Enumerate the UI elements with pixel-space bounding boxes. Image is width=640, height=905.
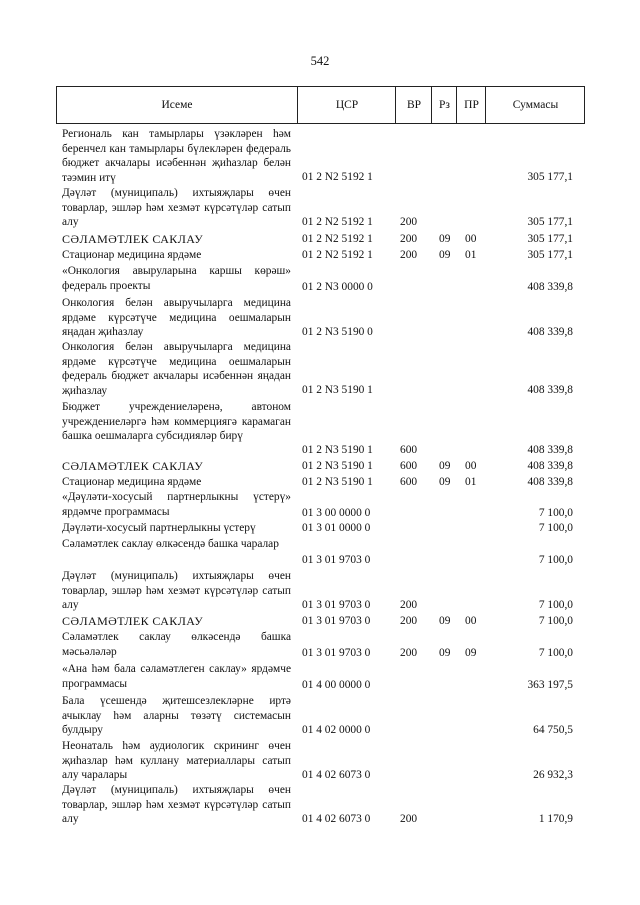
row-sum: 7 100,0 — [538, 522, 573, 535]
row-csr: 01 3 01 9703 0 — [302, 599, 371, 612]
row-vr: 200 — [400, 599, 418, 612]
row-name: Онкология белән авыручыларга медицина ярдәме күрсәтүче медицина оешмаларын федераль бюджет акчалары исәбеннән яңадан җиһазлау — [62, 341, 291, 397]
row-name: Дәүләт (муниципаль) ихтыяҗлары өчен товарлар, эшләр һәм хезмәт күрсәтүләр сатып алу — [62, 187, 291, 229]
row-sum: 7 100,0 — [538, 647, 573, 660]
row-sum: 7 100,0 — [538, 615, 573, 628]
table-row — [0, 694, 640, 738]
row-rz: 09 — [439, 460, 451, 473]
table-row — [0, 475, 640, 490]
row-sum: 7 100,0 — [538, 554, 573, 567]
row-name: Онкология белән авыручыларга медицина ярдәме күрсәтүче медицина оешмаларын яңадан җиһазлау — [62, 297, 291, 339]
row-sum: 305 177,1 — [527, 216, 573, 229]
table-row — [0, 614, 640, 629]
table-row — [0, 340, 640, 398]
table-row — [0, 400, 640, 458]
row-vr: 600 — [400, 476, 418, 489]
row-rz: 09 — [439, 647, 451, 660]
header-sum: Суммасы — [485, 87, 585, 123]
header-vr: ВР — [395, 87, 432, 123]
row-csr: 01 2 N2 5192 1 — [302, 171, 373, 184]
row-name: Дәүләт (муниципаль) ихтыяҗлары өчен товарлар, эшләр һәм хезмәт күрсәтүләр сатып алу — [62, 784, 291, 826]
row-name: Сәламәтлек саклау өлкәсендә башка мәсьәләләр — [62, 631, 291, 658]
row-name: Дәүләти-хосусый партнерлыкны үстерү — [62, 522, 256, 534]
row-vr: 200 — [400, 615, 418, 628]
header-csr: ЦСР — [297, 87, 396, 123]
table-row — [0, 521, 640, 536]
row-vr: 200 — [400, 249, 418, 262]
row-csr: 01 3 00 0000 0 — [302, 507, 371, 520]
row-sum: 408 339,8 — [527, 476, 573, 489]
row-rz: 09 — [439, 233, 451, 246]
table-row — [0, 232, 640, 247]
row-name: СӘЛАМӘТЛЕК САКЛАУ — [62, 614, 204, 628]
table-row — [0, 459, 640, 474]
row-csr: 01 2 N2 5192 1 — [302, 249, 373, 262]
row-sum: 408 339,8 — [527, 384, 573, 397]
row-csr: 01 2 N3 5190 1 — [302, 460, 373, 473]
row-name: СӘЛАМӘТЛЕК САКЛАУ — [62, 232, 204, 246]
row-csr: 01 4 00 0000 0 — [302, 679, 371, 692]
row-vr: 200 — [400, 216, 418, 229]
row-name: Стационар медицина ярдәме — [62, 476, 202, 488]
table-row — [0, 630, 640, 661]
row-sum: 7 100,0 — [538, 507, 573, 520]
row-sum: 363 197,5 — [527, 679, 573, 692]
row-name: Бала үсешендә җитешсезлекләрне иртә ачыклау һәм аларны төзәтү системасын булдыру — [62, 695, 291, 737]
row-vr: 600 — [400, 444, 418, 457]
table-row — [0, 264, 640, 295]
table-row — [0, 248, 640, 263]
row-vr: 200 — [400, 813, 418, 826]
row-sum: 408 339,8 — [527, 281, 573, 294]
row-csr: 01 3 01 9703 0 — [302, 615, 371, 628]
row-sum: 305 177,1 — [527, 233, 573, 246]
row-csr: 01 2 N3 0000 0 — [302, 281, 373, 294]
header-name: Исеме — [161, 99, 193, 111]
header-pr: ПР — [456, 87, 486, 123]
row-csr: 01 4 02 6073 0 — [302, 769, 371, 782]
row-name: Дәүләт (муниципаль) ихтыяҗлары өчен товарлар, эшләр һәм хезмәт күрсәтүләр сатып алу — [62, 570, 291, 612]
row-name: «Дәүләти-хосусый партнерлыкны үстерү» ярдәмче программасы — [62, 491, 291, 518]
row-pr: 00 — [465, 615, 477, 628]
table-row — [0, 662, 640, 693]
row-pr: 01 — [465, 249, 477, 262]
row-sum: 1 170,9 — [538, 813, 573, 826]
row-name: Бюджет учреждениеләренә, автоном учреждениеләргә һәм коммерциягә карамаган башка оешмаларга субсидияләр бирү — [62, 401, 291, 443]
row-sum: 7 100,0 — [538, 599, 573, 612]
table-row — [0, 296, 640, 340]
row-csr: 01 3 01 9703 0 — [302, 647, 371, 660]
row-sum: 26 932,3 — [533, 769, 573, 782]
row-sum: 408 339,8 — [527, 444, 573, 457]
row-csr: 01 3 01 0000 0 — [302, 522, 371, 535]
row-csr: 01 2 N3 5190 1 — [302, 384, 373, 397]
row-pr: 00 — [465, 233, 477, 246]
row-csr: 01 2 N3 5190 1 — [302, 444, 373, 457]
table-row — [0, 569, 640, 613]
row-sum: 64 750,5 — [533, 724, 573, 737]
table-row — [0, 783, 640, 827]
header-rz: Рз — [431, 87, 457, 123]
table-row — [0, 127, 640, 185]
row-csr: 01 2 N2 5192 1 — [302, 233, 373, 246]
row-name: Региональ кан тамырлары үзәкләрен һәм беренчел кан тамырлары бүлекләрен федераль бюджет акчалары исәбеннән җиһазлар белән тәэмин итү — [62, 128, 291, 184]
row-name: Неонаталь һәм аудиологик скрининг өчен җиһазлар һәм куллану материаллары сатып алу чаралары — [62, 740, 291, 782]
row-name: «Ана һәм бала сәламәтлеген саклау» ярдәмче программасы — [62, 663, 291, 690]
row-csr: 01 2 N3 5190 1 — [302, 476, 373, 489]
table-row — [0, 537, 640, 568]
row-rz: 09 — [439, 615, 451, 628]
row-name: Сәламәтлек саклау өлкәсендә башка чаралар — [62, 538, 279, 550]
row-name: Стационар медицина ярдәме — [62, 249, 202, 261]
row-rz: 09 — [439, 249, 451, 262]
row-sum: 305 177,1 — [527, 171, 573, 184]
row-name: СӘЛАМӘТЛЕК САКЛАУ — [62, 459, 204, 473]
row-csr: 01 2 N2 5192 1 — [302, 216, 373, 229]
table-header — [56, 86, 585, 124]
row-sum: 408 339,8 — [527, 460, 573, 473]
table-row — [0, 739, 640, 783]
row-rz: 09 — [439, 476, 451, 489]
row-sum: 305 177,1 — [527, 249, 573, 262]
row-pr: 01 — [465, 476, 477, 489]
table-row — [0, 490, 640, 521]
row-csr: 01 3 01 9703 0 — [302, 554, 371, 567]
page-number: 542 — [310, 54, 330, 68]
table-row — [0, 186, 640, 230]
row-sum: 408 339,8 — [527, 326, 573, 339]
row-csr: 01 2 N3 5190 0 — [302, 326, 373, 339]
row-vr: 200 — [400, 233, 418, 246]
row-csr: 01 4 02 0000 0 — [302, 724, 371, 737]
row-vr: 600 — [400, 460, 418, 473]
row-csr: 01 4 02 6073 0 — [302, 813, 371, 826]
row-pr: 00 — [465, 460, 477, 473]
row-pr: 09 — [465, 647, 477, 660]
row-vr: 200 — [400, 647, 418, 660]
row-name: «Онкология авыруларына каршы көрәш» федераль проекты — [62, 265, 291, 292]
